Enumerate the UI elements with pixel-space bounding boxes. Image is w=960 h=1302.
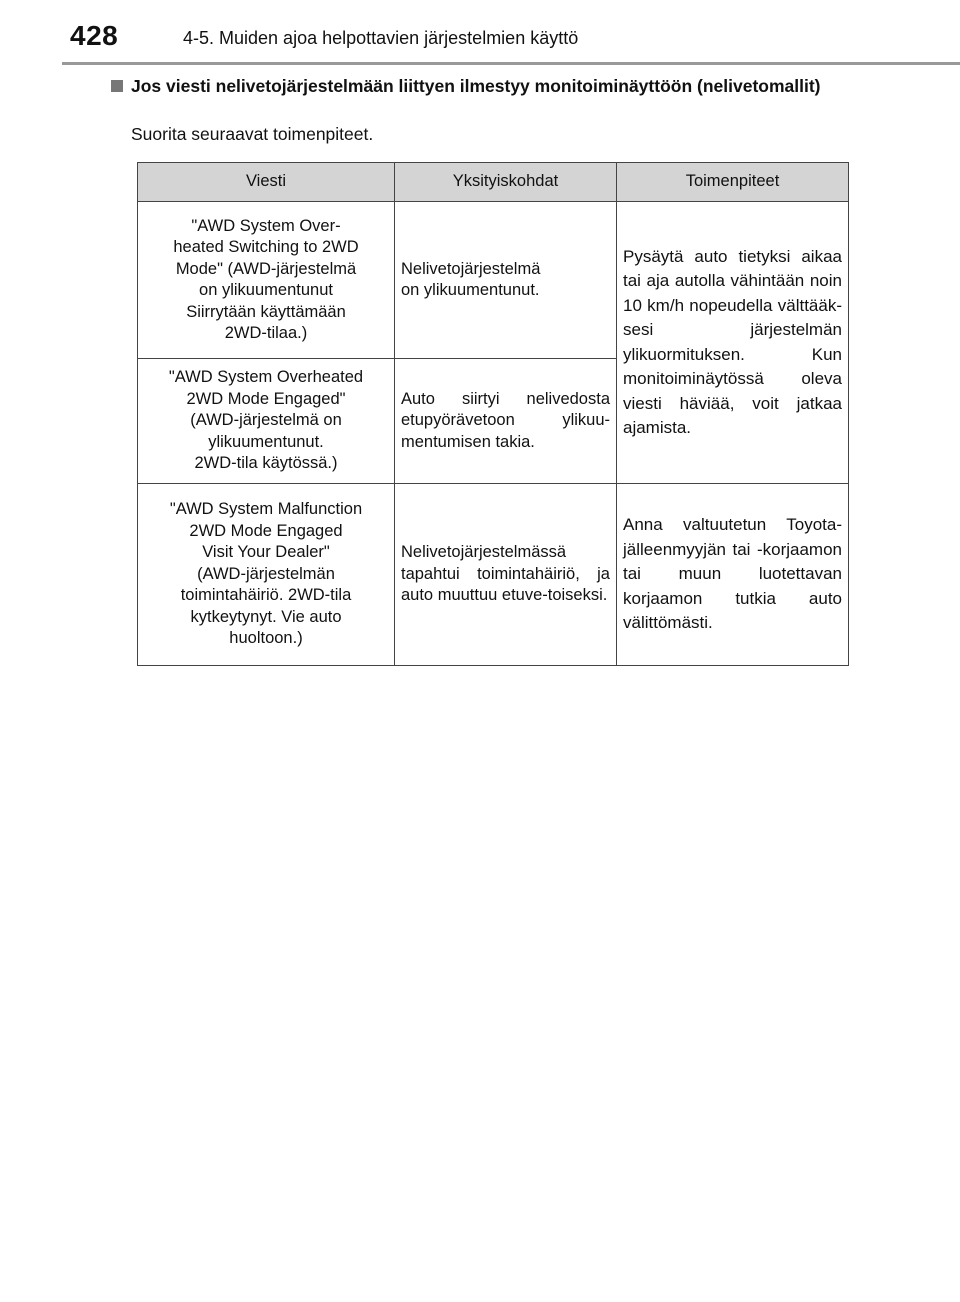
details-cell: Nelivetojärjestelmässä tapahtui toimintahäiriö, ja auto muuttuu etuve-toiseksi. [395,484,617,666]
message-cell: "AWD System Over- heated Switching to 2WD Mode" (AWD-järjestelmä on ylikuumentunut Siirrytään käyttämään 2WD-tilaa.) [138,202,395,359]
section-heading: Jos viesti nelivetojärjestelmään liittyen ilmestyy monitoiminäyttöön (nelivetomallit) [131,76,821,96]
table-row [138,202,849,359]
message-cell: "AWD System Malfunction 2WD Mode Engaged Visit Your Dealer" (AWD-järjestelmän toimintahäiriö. 2WD-tila kytkeytynyt. Vie auto huoltoon.) [138,484,395,666]
column-header-message: Viesti [138,163,395,202]
column-header-action: Toimenpiteet [617,163,849,202]
section-bullet-icon [111,80,123,92]
table-row [138,484,849,666]
message-cell: "AWD System Overheated 2WD Mode Engaged" (AWD-järjestelmä on ylikuumentunut. 2WD-tila käytössä.) [138,359,395,484]
intro-text: Suorita seuraavat toimenpiteet. [131,124,374,144]
column-header-details: Yksityiskohdat [395,163,617,202]
details-cell: Nelivetojärjestelmä on ylikuumentunut. [395,202,617,359]
awd-message-table [137,162,849,666]
details-cell: Auto siirtyi nelivedosta etupyörävetoon ylikuu-mentumisen takia. [395,359,617,484]
chapter-title: 4-5. Muiden ajoa helpottavien järjestelmien käyttö [183,28,579,48]
page-number: 428 [70,20,119,51]
action-cell: Pysäytä auto tietyksi aikaa tai aja autolla vähintään noin 10 km/h nopeudella välttääk-sesi järjestelmän ylikuormituksen. Kun monitoiminäytössä oleva viesti häviää, voit jatkaa ajamista. [617,202,849,484]
table-header-row [138,163,849,202]
action-cell: Anna valtuutetun Toyota-jälleenmyyjän tai -korjaamon tai muun luotettavan korjaamon tutkia auto välittömästi. [617,484,849,666]
header-divider [62,62,960,65]
